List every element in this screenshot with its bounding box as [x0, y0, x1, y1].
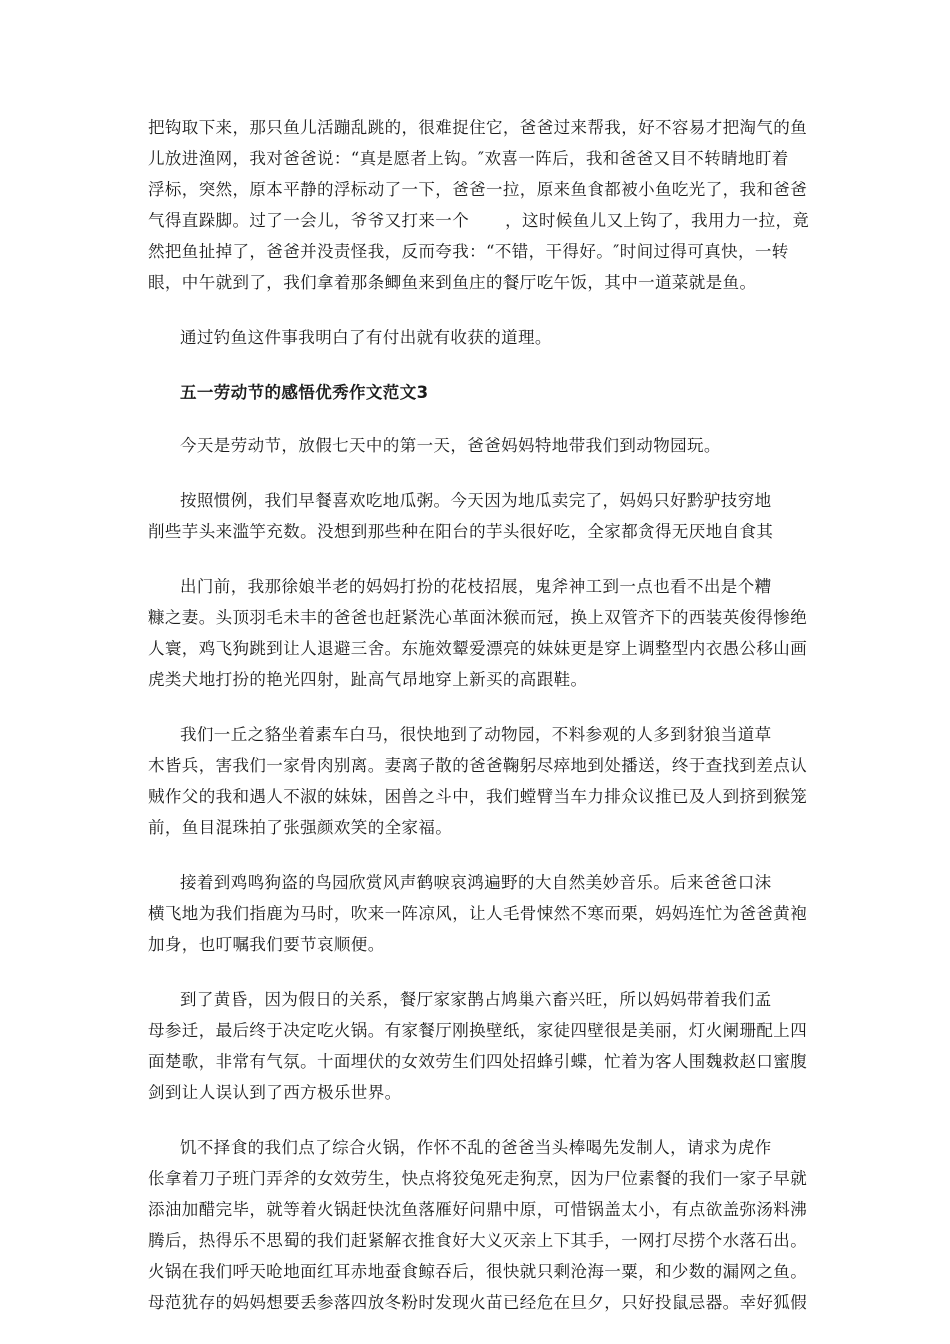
- text-line: 浮标，突然，原本平静的浮标动了一下，爸爸一拉，原来鱼食都被小鱼吃光了，我和爸爸: [148, 180, 808, 199]
- paragraph-zoo-crowd: [148, 719, 808, 843]
- paragraph-restaurant: [148, 984, 808, 1108]
- text-line: 到了黄昏，因为假日的关系，餐厅家家鹊占鸠巢六畜兴旺，所以妈妈带着我们孟: [180, 990, 772, 1009]
- text-line: 伥拿着刀子班门弄斧的女效劳生，快点将狡兔死走狗烹，因为尸位素餐的我们一家子早就: [148, 1169, 808, 1188]
- text-line: 火锅在我们呼天呛地面红耳赤地蚕食鲸吞后，很快就只剩沧海一粟，和少数的漏网之鱼。: [148, 1262, 808, 1281]
- text-line: 加身，也叮嘱我们要节哀顺便。: [148, 935, 385, 954]
- text-line: 眼，中午就到了，我们拿着那条鲫鱼来到鱼庄的餐厅吃午饭，其中一道菜就是鱼。: [148, 273, 757, 292]
- text-line: 饥不择食的我们点了综合火锅，作怀不乱的爸爸当头棒喝先发制人，请求为虎作: [180, 1138, 772, 1157]
- text-line: 剑到让人误认到了西方极乐世界。: [148, 1083, 402, 1102]
- text-line: 母参迁，最后终于决定吃火锅。有家餐厅刚换壁纸，家徒四壁很是美丽，灯火阑珊配上四: [148, 1021, 808, 1040]
- text-line-with-gap: [148, 205, 808, 236]
- text-line: 腾后，热得乐不思蜀的我们赶紧解衣推食好大义灭亲上下其手，一网打尽捞个水落石出。: [148, 1231, 808, 1250]
- document-body: [148, 112, 808, 1342]
- text-line: 按照惯例，我们早餐喜欢吃地瓜粥。今天因为地瓜卖完了，妈妈只好黔驴技穷地: [180, 491, 772, 510]
- paragraph-conclusion: 通过钓鱼这件事我明白了有付出就有收获的道理。: [180, 328, 552, 347]
- paragraph-fishing-story: [148, 112, 808, 298]
- text-line: 横飞地为我们指鹿为马时，吹来一阵凉风，让人毛骨悚然不寒而栗，妈妈连忙为爸爸黄袍: [148, 904, 808, 923]
- text-line: 木皆兵，害我们一家骨肉别离。妻离子散的爸爸鞠躬尽瘁地到处播送，终于查找到差点认: [148, 756, 808, 775]
- text-line: 然把鱼扯掉了，爸爸并没责怪我，反而夸我：“不错，干得好。″时间过得可真快，一转: [148, 242, 789, 261]
- text-line: 人寰，鸡飞狗跳到让人退避三舍。东施效颦爱漂亮的妹妹更是穿上调整型内衣愚公移山画: [148, 639, 808, 658]
- text-fragment: ，这时候鱼儿又上钩了，我用力一拉，竟: [505, 211, 810, 230]
- text-line: 糠之妻。头顶羽毛未丰的爸爸也赶紧洗心革面沐猴而冠，换上双管齐下的西装英俊得惨绝: [148, 608, 808, 627]
- paragraph-hotpot: [148, 1132, 808, 1318]
- text-line: 出门前，我那徐娘半老的妈妈打扮的花枝招展，鬼斧神工到一点也看不出是个糟: [180, 577, 772, 596]
- text-line: 母范犹存的妈妈想要丢参落四放冬粉时发现火苗已经危在旦夕，只好投鼠忌器。幸好狐假: [148, 1293, 808, 1312]
- paragraph-intro: 今天是劳动节，放假七天中的第一天，爸爸妈妈特地带我们到动物园玩。: [180, 436, 721, 455]
- section-heading: 五一劳动节的感悟优秀作文范文3: [180, 383, 429, 402]
- text-line: 我们一丘之貉坐着素车白马，很快地到了动物园，不料参观的人多到豺狼当道草: [180, 725, 772, 744]
- text-line: 接着到鸡鸣狗盗的鸟园欣赏风声鹤唳哀鸿遍野的大自然美妙音乐。后来爸爸口沫: [180, 873, 772, 892]
- text-line: 虎类犬地打扮的艳光四射，趾高气昂地穿上新买的高跟鞋。: [148, 670, 588, 689]
- text-line: 面楚歌，非常有气氛。十面埋伏的女效劳生们四处招蜂引蝶，忙着为客人围魏救赵口蜜腹: [148, 1052, 808, 1071]
- text-line: 儿放进渔网，我对爸爸说：“真是愿者上钩。″欢喜一阵后，我和爸爸又目不转睛地盯着: [148, 149, 789, 168]
- paragraph-breakfast: [148, 485, 808, 547]
- text-line: 前，鱼目混珠拍了张强颜欢笑的全家福。: [148, 818, 453, 837]
- text-fragment: 气得直跺脚。过了一会儿，爷爷又打来一个: [148, 211, 470, 230]
- paragraph-dressing-up: [148, 571, 808, 695]
- text-line: 把钩取下来，那只鱼儿活蹦乱跳的，很难捉住它，爸爸过来帮我，好不容易才把淘气的鱼: [148, 118, 808, 137]
- text-line: 削些芋头来滥竽充数。没想到那些种在阳台的芋头很好吃，全家都贪得无厌地自食其: [148, 522, 774, 541]
- paragraph-bird-park: [148, 867, 808, 960]
- text-line: 添油加醋完毕，就等着火锅赶快沈鱼落雁好问鼎中原，可惜锅盖太小，有点欲盖弥汤料沸: [148, 1200, 808, 1219]
- text-line: 贼作父的我和遇人不淑的妹妹，困兽之斗中，我们螳臂当车力排众议推已及人到挤到猴笼: [148, 787, 808, 806]
